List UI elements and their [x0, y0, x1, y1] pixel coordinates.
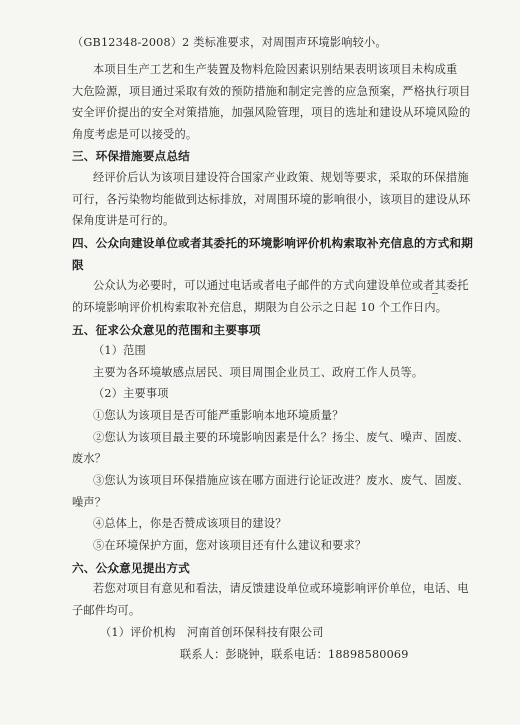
scan-mark — [432, 293, 438, 294]
paragraph-risk-line-2: 大危险源，项目通过采取有效的预防措施和制定完善的应急预案，严格执行项目 — [72, 85, 471, 98]
contact-line: 联系人：彭晓钟，联系电话：18898580069 — [180, 648, 409, 661]
question-2-line-1: ②您认为该项目最主要的环境影响因素是什么？扬尘、废气、噪声、固废、 — [93, 431, 469, 444]
section-5-scope-label: （1）范围 — [93, 344, 146, 357]
paragraph-risk-line-4: 角度考虑是可以接受的。 — [72, 128, 198, 141]
section-5-matters-label: （2）主要事项 — [93, 387, 169, 400]
section-4-line-2: 的环境影响评价机构索取补充信息，期限为自公示之日起 10 个工作日内。 — [72, 301, 448, 314]
section-5-heading: 五、征求公众意见的范围和主要事项 — [72, 323, 261, 337]
question-2-line-2: 废水？ — [72, 452, 107, 465]
section-6-heading: 六、公众意见提出方式 — [72, 561, 190, 575]
question-1: ①您认为该项目是否可能严重影响本地环境质量？ — [93, 409, 344, 422]
paragraph-risk-line-1: 本项目生产工艺和生产装置及物料危险因素识别结果表明该项目未构成重 — [93, 63, 458, 76]
question-5: ⑤在环境保护方面，您对该项目还有什么建议和要求？ — [93, 539, 367, 552]
evaluation-org-line: （1）评价机构 河南首创环保科技有限公司 — [100, 626, 324, 639]
section-4-heading-line-1: 四、公众向建设单位或者其委托的环境影响评价机构索取补充信息的方式和期 — [72, 236, 473, 250]
section-4-heading-line-2: 限 — [72, 258, 84, 272]
section-3-heading: 三、环保措施要点总结 — [72, 149, 190, 163]
section-6-line-2: 子邮件均可。 — [72, 604, 141, 617]
question-3-line-1: ③您认为该项目环保措施应该在哪方面进行论证改进？废水、废气、固废、 — [93, 474, 469, 487]
question-3-line-2: 噪声？ — [72, 496, 107, 509]
paragraph-risk-line-3: 安全评价提出的安全对策措施，加强风险管理，项目的选址和建设从环境风险的 — [72, 106, 471, 119]
paragraph-noise-standard-line: （GB12348-2008）2 类标准要求，对周围声环境影响较小。 — [72, 36, 387, 49]
section-6-line-1: 若您对项目有意见和看法，请反馈建设单位或环境影响评价单位，电话、电 — [93, 582, 469, 595]
section-3-line-2: 可行，各污染物均能做到达标排放，对周围环境的影响很小，该项目的建设从环 — [72, 193, 471, 206]
question-4: ④总体上，你是否赞成该项目的建设？ — [93, 517, 287, 530]
section-3-line-1: 经评价后认为该项目建设符合国家产业政策、规划等要求，采取的环保措施 — [93, 171, 469, 184]
section-3-line-3: 保角度讲是可行的。 — [72, 214, 175, 227]
section-5-scope-text: 主要为各环境敏感点居民、项目周围企业员工、政府工作人员等。 — [93, 366, 424, 379]
section-4-line-1: 公众认为必要时，可以通过电话或者电子邮件的方式向建设单位或者其委托 — [93, 279, 469, 292]
